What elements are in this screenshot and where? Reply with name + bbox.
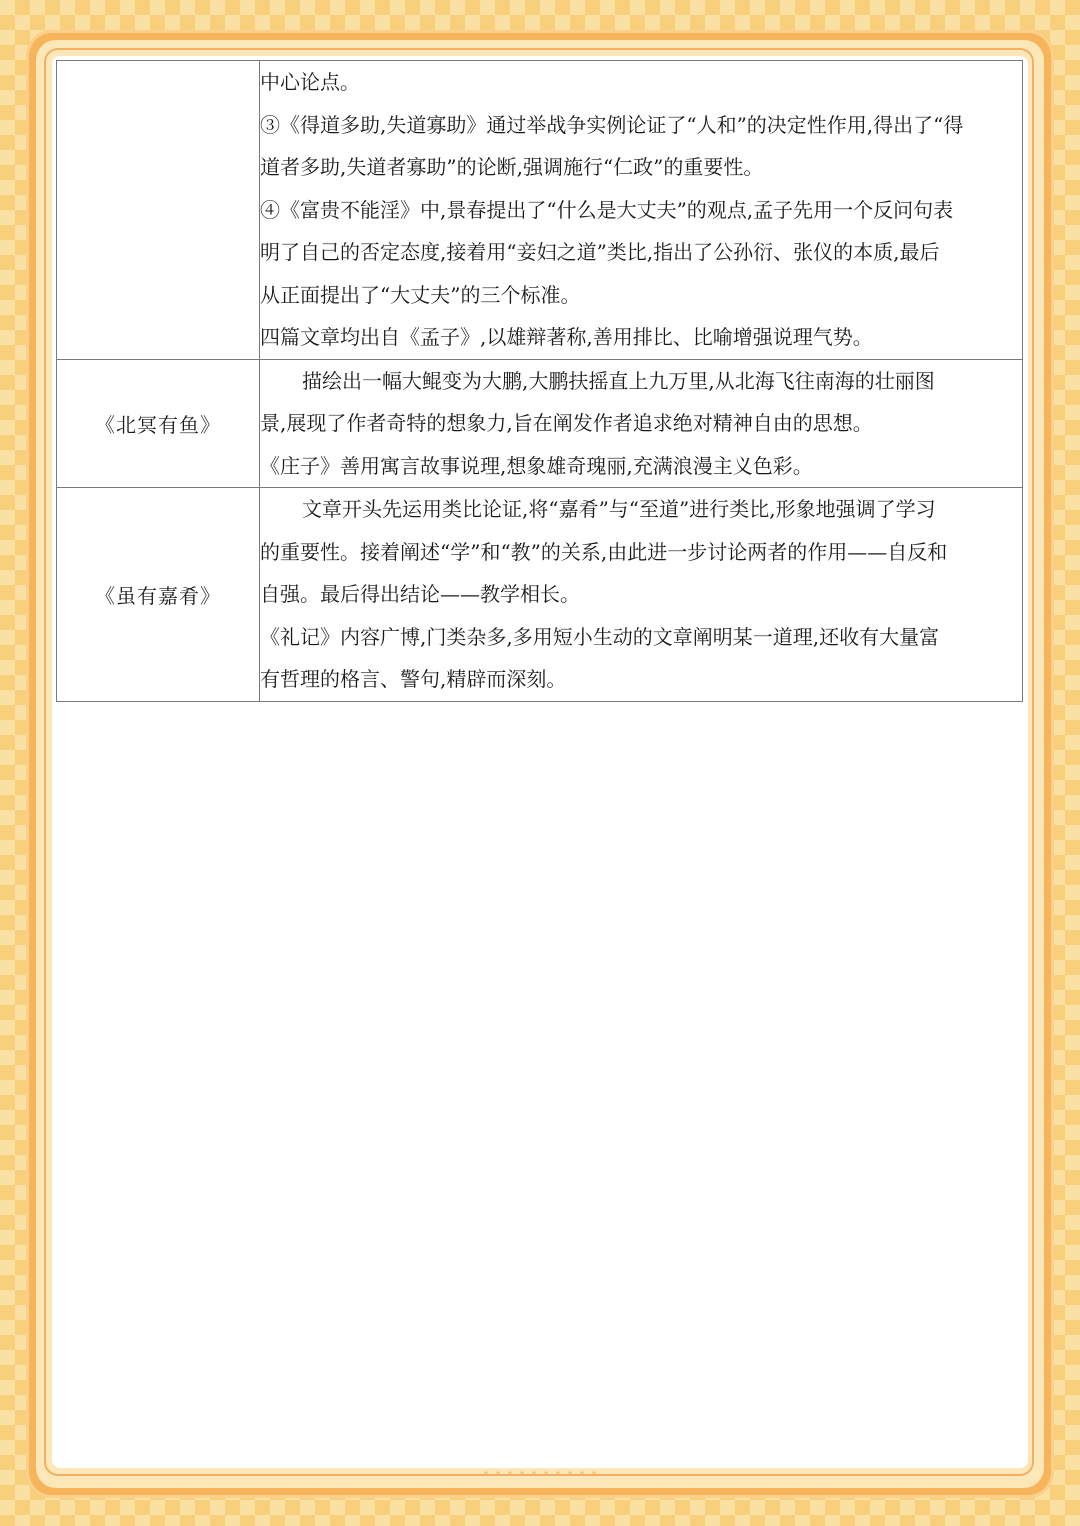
text-summary-table bbox=[56, 60, 1023, 702]
footer-decoration bbox=[480, 1470, 600, 1476]
content-line: 明了自己的否定态度,接着用“妾妇之道”类比,指出了公孙衍、张仪的本质,最后 bbox=[260, 240, 940, 264]
content-line: 中心论点。 bbox=[260, 70, 360, 94]
row-content-cell bbox=[260, 488, 1023, 702]
content-line: 文章开头先运用类比论证,将“嘉肴”与“至道”进行类比,形象地强调了学习 bbox=[302, 497, 936, 521]
row-content-cell bbox=[260, 61, 1023, 360]
row-title-cell bbox=[57, 61, 260, 360]
content-line: 描绘出一幅大鲲变为大鹏,大鹏扶摇直上九万里,从北海飞往南海的壮丽图 bbox=[302, 368, 935, 393]
content-line: 《庄子》善用寓言故事说理,想象雄奇瑰丽,充满浪漫主义色彩。 bbox=[260, 453, 813, 478]
row-content-cell bbox=[260, 359, 1023, 488]
content-line: 有哲理的格言、警句,精辟而深刻。 bbox=[260, 667, 567, 691]
table-row bbox=[57, 61, 1023, 360]
content-line: 《礼记》内容广博,门类杂多,多用短小生动的文章阐明某一道理,还收有大量富 bbox=[260, 624, 940, 649]
row-title-cell: 《虽有嘉肴》 bbox=[57, 488, 260, 702]
content-line: 景,展现了作者奇特的想象力,旨在阐发作者追求绝对精神自由的思想。 bbox=[260, 411, 873, 435]
content-line: ③《得道多助,失道寡助》通过举战争实例论证了“人和”的决定性作用,得出了“得 bbox=[260, 112, 964, 137]
content-line: 道者多助,失道者寡助”的论断,强调施行“仁政”的重要性。 bbox=[260, 155, 764, 179]
row-title-cell: 《北冥有鱼》 bbox=[57, 359, 260, 488]
content-line: 从正面提出了“大丈夫”的三个标准。 bbox=[260, 282, 581, 307]
content-line: ④《富贵不能淫》中,景春提出了“什么是大丈夫”的观点,孟子先用一个反问句表 bbox=[260, 197, 954, 222]
content-line: 自强。最后得出结论——教学相长。 bbox=[260, 582, 580, 606]
content-line: 四篇文章均出自《孟子》,以雄辩著称,善用排比、比喻增强说理气势。 bbox=[260, 325, 873, 349]
table-row bbox=[57, 488, 1023, 702]
table-row bbox=[57, 359, 1023, 488]
content-line: 的重要性。接着阐述“学”和“教”的关系,由此进一步讨论两者的作用——自反和 bbox=[260, 539, 948, 564]
